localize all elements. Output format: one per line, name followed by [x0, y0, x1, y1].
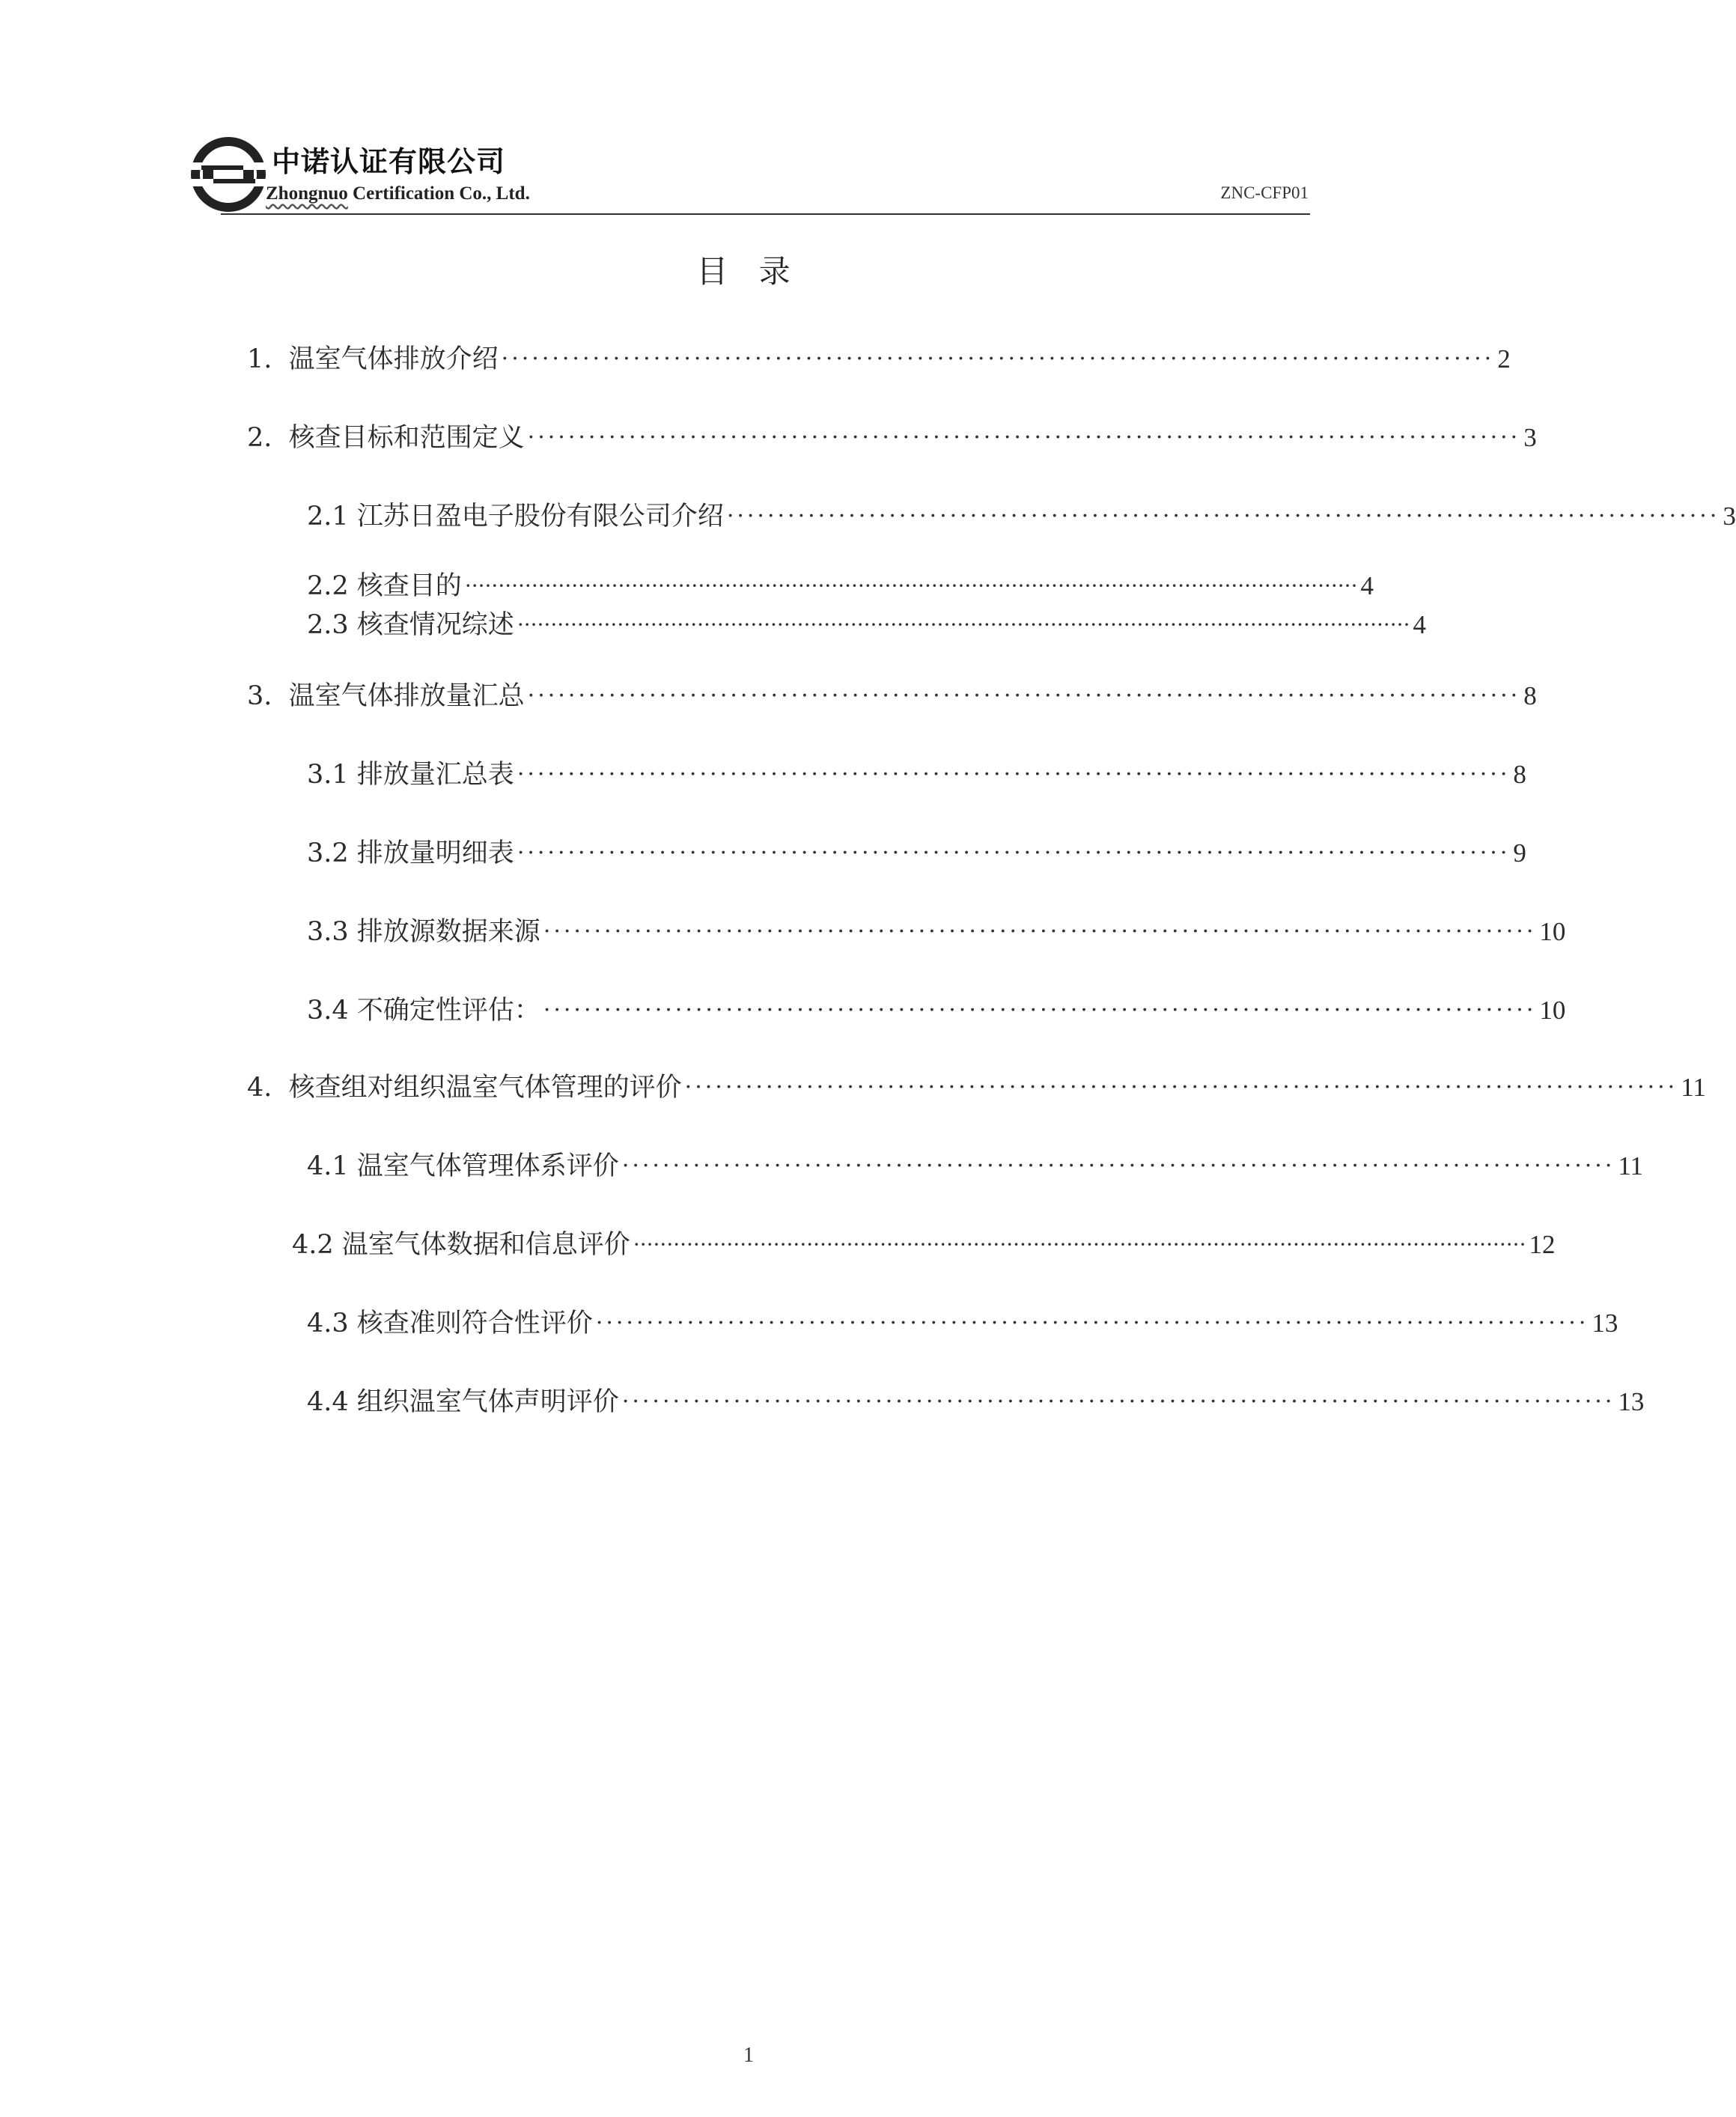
toc-number: 3.3: [307, 917, 357, 947]
toc-number: 4.1: [307, 1151, 357, 1181]
toc-entry[interactable]: [247, 677, 1537, 715]
toc-number: 2.3: [307, 610, 357, 640]
toc-number: 3.1: [307, 760, 357, 790]
toc-leader: ··································································································: [543, 997, 1537, 1023]
toc-entry[interactable]: [307, 992, 1566, 1029]
toc-number: 1.: [247, 344, 289, 374]
toc-page-number: 10: [1539, 996, 1566, 1025]
toc-label: 江苏日盈电子股份有限公司介绍: [356, 502, 724, 531]
toc-page-number: 4: [1413, 610, 1426, 639]
toc-leader: ··································································································: [527, 424, 1521, 451]
toc-entry[interactable]: [247, 341, 1511, 378]
document-code: ZNC-CFP01: [1220, 183, 1309, 202]
toc-entry[interactable]: [307, 756, 1526, 794]
page-title: 目 录: [696, 253, 801, 290]
company-name-en-rest: Certification Co., Ltd.: [347, 183, 530, 204]
toc-leader: ··································································································: [595, 1310, 1589, 1336]
toc-number: 3.: [247, 681, 289, 711]
toc-label: 排放量明细表: [356, 838, 514, 868]
toc-page-number: 3: [1723, 502, 1736, 531]
toc-entry[interactable]: [307, 567, 1374, 605]
toc-page-number: 4: [1360, 571, 1374, 600]
toc-entry[interactable]: [247, 1069, 1706, 1106]
company-logo-icon: [191, 137, 266, 212]
toc-leader: ··································································································: [543, 919, 1537, 945]
toc-leader: ··································································································: [726, 503, 1720, 529]
toc-page-number: 12: [1529, 1230, 1556, 1259]
header-divider: [221, 213, 1310, 215]
toc-leader: ······································································································································: [517, 612, 1410, 637]
toc-label: 不确定性评估：: [356, 996, 540, 1026]
toc-number: 2.1: [307, 502, 357, 531]
toc-number: 3.2: [307, 838, 357, 868]
toc-label: 核查组对组织温室气体管理的评价: [288, 1073, 682, 1103]
page-header: [191, 131, 1310, 213]
toc-page-number: 10: [1539, 917, 1566, 946]
toc-entry[interactable]: [307, 498, 1736, 535]
company-name-cn: 中诺认证有限公司: [272, 144, 506, 178]
toc-page-number: 2: [1497, 344, 1511, 374]
toc-entry[interactable]: [307, 1305, 1618, 1342]
toc-leader: ··································································································: [621, 1389, 1615, 1415]
toc-number: 2.: [247, 423, 289, 453]
toc-number: 4.4: [307, 1387, 357, 1417]
toc-leader: ··································································································: [517, 840, 1511, 866]
toc-number: 2.2: [307, 571, 357, 601]
toc-entry[interactable]: [292, 1226, 1556, 1264]
company-name-en: [266, 183, 530, 204]
toc-leader: ··································································································: [621, 1153, 1615, 1179]
toc-page-number: 11: [1618, 1151, 1644, 1181]
toc-entry[interactable]: [307, 1383, 1645, 1421]
toc-leader: ··································································································: [684, 1074, 1678, 1100]
toc-number: 3.4: [307, 996, 357, 1026]
toc-page-number: 11: [1681, 1073, 1706, 1102]
toc-label: 温室气体排放量汇总: [288, 681, 525, 711]
toc-leader: ··································································································: [517, 761, 1511, 788]
toc-label: 组织温室气体声明评价: [356, 1387, 619, 1417]
toc-leader: ······································································································································: [464, 573, 1358, 598]
toc-number: 4.2: [292, 1230, 342, 1260]
toc-page-number: 3: [1523, 423, 1537, 452]
toc-label: 核查情况综述: [356, 610, 514, 640]
toc-entry[interactable]: [307, 913, 1566, 951]
toc-entry[interactable]: [247, 419, 1537, 457]
toc-label: 核查目标和范围定义: [288, 423, 525, 453]
page-number: 1: [743, 2044, 754, 2067]
toc-label: 核查目的: [356, 571, 462, 601]
toc-page-number: 9: [1513, 838, 1526, 868]
toc-label: 温室气体管理体系评价: [356, 1151, 619, 1181]
toc-page-number: 13: [1618, 1387, 1645, 1416]
toc-page-number: 8: [1523, 681, 1537, 710]
toc-label: 核查准则符合性评价: [356, 1309, 593, 1338]
toc-number: 4.3: [307, 1309, 357, 1338]
toc-leader: ······································································································································: [633, 1232, 1526, 1257]
toc-label: 温室气体排放介绍: [288, 344, 499, 374]
toc-page-number: 8: [1513, 760, 1526, 789]
toc-label: 排放源数据来源: [356, 917, 540, 947]
toc-entry[interactable]: [307, 1148, 1644, 1185]
toc-page-number: 13: [1592, 1309, 1618, 1338]
toc-entry[interactable]: [307, 606, 1426, 644]
company-name-en-underlined: Zhongnuo: [266, 183, 348, 204]
toc-label: 温室气体数据和信息评价: [341, 1230, 630, 1260]
toc-leader: ··································································································: [501, 346, 1495, 372]
toc-leader: ··································································································: [527, 683, 1521, 709]
toc-label: 排放量汇总表: [356, 760, 514, 790]
toc-number: 4.: [247, 1073, 289, 1103]
toc-entry[interactable]: [307, 835, 1526, 872]
